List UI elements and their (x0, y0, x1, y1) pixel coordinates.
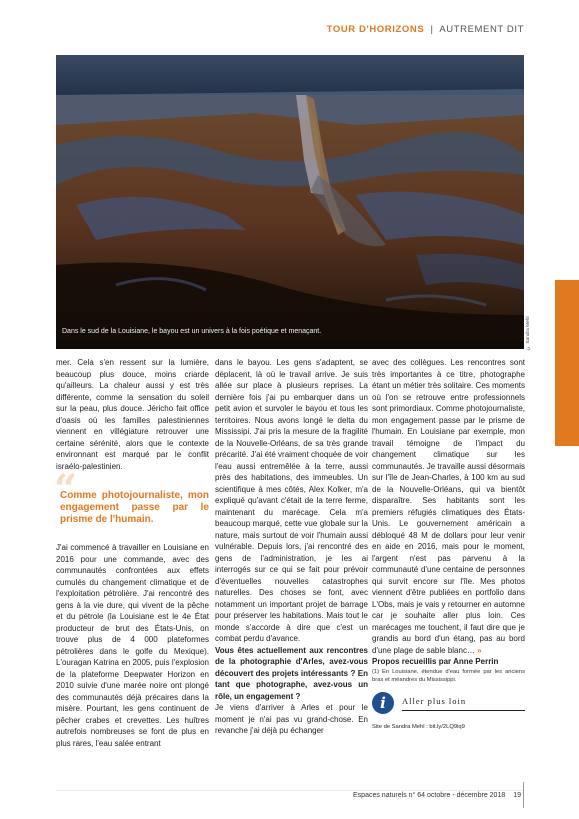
photo-caption: Dans le sud de la Louisiane, le bayou est un univers à la fois poétique et menaçant. (62, 328, 322, 335)
column-2 (215, 357, 368, 737)
section-tab (555, 280, 579, 446)
aerial-photo (56, 55, 524, 349)
running-header (327, 24, 524, 35)
header-subsection: AUTREMENT DIT (439, 24, 524, 35)
paragraph: dans le bayou. Les gens s'adaptent, se déplacent, là où le travail arrive. Je suis allée sur place à plusieurs reprises. La dernière fois j'ai pu embarquer dans un petit avion et survoler le bayou et tous les territoires. Nous avons longé le delta du Mississipi. J'ai pris la mesure de la fragilité de la Nouvelle-Orléans, de sa très grande précarité. J'ai été vraiment choquée de voir l'eau aussi entremêlée à la terre, aussi près des habitations, des immeubles. Un scientifique à mes côtés, Alex Kolker, m'a expliqué qu'avant c'était de la terre ferme, maintenant du marécage. Cela m'a beaucoup marqué, cette vue globale sur la nature, mais surtout de voir l'humain aussi vulnérable. Depuis lors, j'ai rencontré des gens de l'administration, je les ai interrogés sur ce qui se fait pour prévoir d'éventuelles nouvelles catastrophes naturelles. Des choses se font, avec notamment un important projet de barrage pour préserver les habitations. Mais tout le monde s'accorde à dire que c'est un combat perdu d'avance. (215, 358, 368, 643)
bayou-illustration (56, 55, 524, 349)
header-separator: | (430, 24, 434, 35)
pull-quote-text: Comme photojournaliste, mon engagement passe par le prisme de l'humain. (60, 490, 209, 525)
paragraph: Je viens d'arriver à Arles et pour le moment je n'ai pas vu grand-chose. En revanche j'ai déjà pu échanger (215, 703, 368, 735)
column-1 (56, 357, 209, 749)
footer-divider (56, 790, 524, 791)
column-3 (372, 357, 525, 736)
photo-credit: © Sandra Mehl (526, 316, 531, 350)
paragraph: J'ai commencé à travailler en Louisiane en 2016 pour une commande, avec des communautés confrontées aux effets cumulés du changement climatique et de l'exploitation pétrolière. J'ai rencontré des gens à la vie dure, qui vivent de la pêche et du pétrole (la Louisiane est le 4e État producteur de brut des États-Unis, on trouve plus de 4 000 plateformes pétrolières dans le golfe du Mexique). L'ouragan Katrina en 2005, puis l'explosion de la plateforme Deepwater Horizon en 2010 suivie d'une marée noire ont plongé des communautés déjà précaires dans la misère. Pourtant, les gens continuent de pêcher crabes et crevettes. Les huîtres autrefois nombreuses se font de plus en plus rares, l'eau salée entrant (56, 543, 209, 748)
end-arrow-icon: » (477, 645, 482, 655)
further-reading-link[interactable]: Site de Sandra Mehl : bit.ly/2LQ9iq9 (372, 723, 465, 730)
quote-mark-icon: “ (54, 466, 78, 513)
further-reading-box (372, 692, 525, 736)
box-divider (402, 710, 525, 711)
publication-info: Espaces naturels n° 64 octobre - décembre 2018 (353, 792, 506, 799)
attribution: Propos recueillis par Anne Perrin (372, 657, 499, 666)
page-number: 19 (513, 792, 521, 799)
further-reading-title: Aller plus loin (402, 695, 467, 706)
footnote: (1) En Louisiane, étendue d'eau formée par les anciens bras et méandres du Mississippi. (372, 668, 525, 683)
paragraph (372, 357, 525, 668)
interview-question: Vous êtes actuellement aux rencontres de la photographie d'Arles, avez-vous découvert des projets intéressants ? En tant que photographe, avez-vous un rôle, un engagement ? (215, 645, 368, 701)
pull-quote (54, 466, 209, 526)
footer-bar (523, 782, 524, 808)
paragraph-text: avec des collègues. Les rencontres sont très importantes à ce titre, photographe étant un métier très solitaire. Ces moments où l'on se retrouve entre professionnels sont primordiaux. Comme photojournaliste, mon engagement passe par le prisme de l'humain. En Louisiane par exemple, mon travail témoigne de l'impact du changement climatique sur les communautés. Je travaille aussi désormais sur l'île de Jean-Charles, à 100 km au sud de la Nouvelle-Orléans, qui va bientôt disparaître. Ses habitants sont les premiers réfugiés climatiques des États-Unis. Le gouvernement américain a débloqué 48 M de dollars pour leur venir en aide en 2016, mais pour le moment, l'argent n'est pas parvenu à la communauté d'une centaine de personnes qui survit encore sur l'île. Mes photos viennent d'être publiées en portfolio dans L'Obs, mais je vais y retourner en automne car je souhaite aller plus loin. Ces marécages me touchent, il faut dire que je grandis au bord d'un étang, pas au bord d'une plage de sable blanc… (372, 358, 525, 655)
page-footer (353, 792, 521, 799)
info-icon: i (372, 692, 394, 714)
paragraph: mer. Cela s'en ressent sur la lumière, beaucoup plus douce, moins criarde qu'ailleurs. La chaleur aussi y est très différente, comme la sensation du soleil sur la peau, plus douce. Jéricho fait office d'oasis où les familles palestiniennes viennent en villégiature retrouver une certaine sérénité, alors que le contexte environnant est marqué par le conflit israélo-palestinien. (56, 358, 209, 471)
header-section: TOUR D'HORIZONS (326, 24, 425, 35)
